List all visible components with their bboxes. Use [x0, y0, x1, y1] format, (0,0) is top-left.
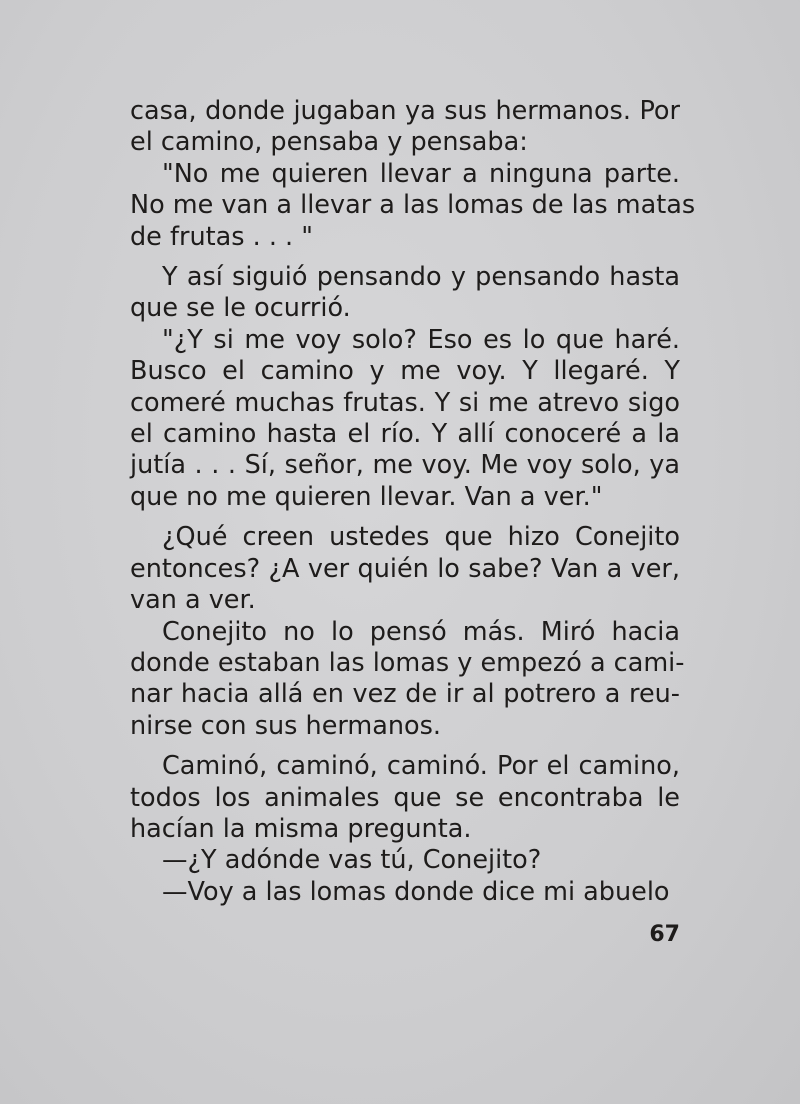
paragraph	[130, 262, 680, 325]
paragraph	[130, 751, 680, 845]
text-line: jutía . . . Sí, señor, me voy. Me voy solo, ya	[130, 450, 680, 481]
paragraph	[130, 845, 680, 876]
body-text	[130, 96, 696, 908]
text-line: comeré muchas frutas. Y si me atrevo sigo	[130, 387, 680, 418]
text-line: Caminó, caminó, caminó. Por el camino,	[162, 751, 680, 782]
text-line: nirse con sus hermanos.	[130, 710, 442, 741]
text-line: entonces? ¿A ver quién lo sabe? Van a ver,	[130, 553, 680, 584]
text-line: van a ver.	[130, 585, 256, 616]
text-line: donde estaban las lomas y empezó a cami-	[130, 647, 685, 678]
paragraph	[130, 616, 685, 743]
text-line: casa, donde jugaban ya sus hermanos. Por	[130, 96, 680, 126]
text-line: todos los animales que se encontraba le	[130, 782, 680, 813]
text-line: el camino hasta el río. Y allí conoceré a la	[130, 419, 680, 450]
text-line: hacían la misma pregunta.	[130, 813, 472, 844]
text-line: "¿Y si me voy solo? Eso es lo que haré.	[162, 324, 680, 355]
text-line: que se le ocurrió.	[130, 293, 351, 324]
paragraph	[130, 96, 680, 159]
text-line: que no me quieren llevar. Van a ver."	[130, 481, 603, 512]
text-line: Conejito no lo pensó más. Miró hacia	[162, 616, 680, 647]
paragraph	[130, 522, 680, 616]
paragraph	[130, 877, 680, 908]
text-line: Y así siguió pensando y pensando hasta	[162, 262, 680, 293]
paragraph	[130, 325, 680, 513]
text-line: —Voy a las lomas donde dice mi abuelo	[162, 876, 670, 907]
text-line: ¿Qué creen ustedes que hizo Conejito	[162, 522, 680, 553]
text-line: —¿Y adónde vas tú, Conejito?	[162, 845, 542, 876]
paragraph	[130, 158, 696, 253]
text-line: nar hacia allá en vez de ir al potrero a reu-	[130, 679, 680, 710]
text-line: Busco el camino y me voy. Y llegaré. Y	[130, 356, 680, 387]
text-line: No me van a llevar a las lomas de las matas	[130, 190, 696, 221]
text-line: el camino, pensaba y pensaba:	[130, 127, 528, 158]
text-line: "No me quieren llevar a ninguna parte.	[162, 158, 680, 189]
page-number: 67	[649, 922, 680, 947]
text-line: de frutas . . . "	[130, 221, 313, 252]
